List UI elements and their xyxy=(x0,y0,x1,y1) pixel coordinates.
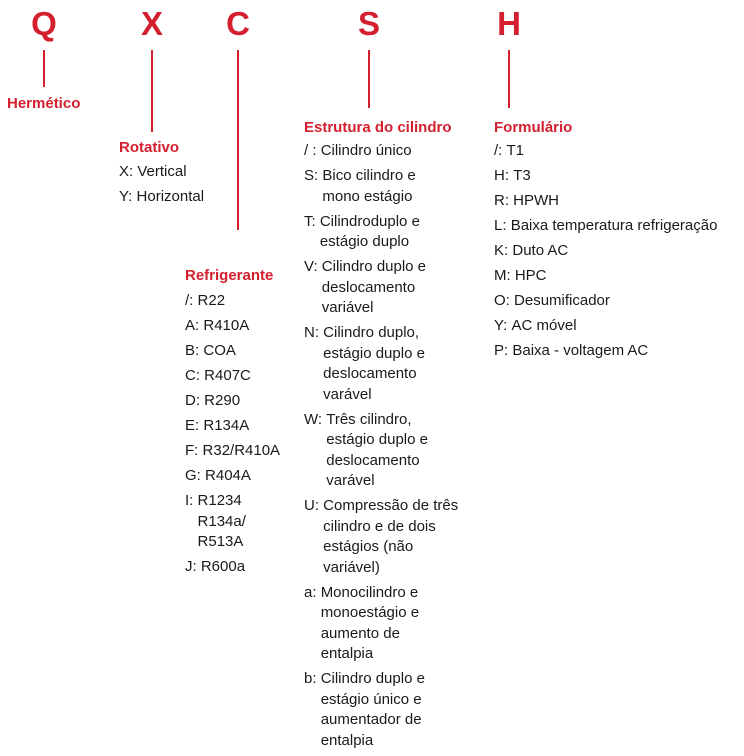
list-item xyxy=(185,391,295,412)
item-code: V: xyxy=(304,258,318,275)
code-letter-c: C xyxy=(226,5,250,42)
item-code: N: xyxy=(304,324,319,341)
list-item xyxy=(185,491,295,553)
item-code: L: xyxy=(494,217,507,234)
item-description: Compressão de três cilindro e de dois estágios (não variável) xyxy=(323,497,459,576)
item-code: a: xyxy=(304,583,317,601)
rotativo-list xyxy=(119,162,229,212)
list-item xyxy=(494,216,742,237)
item-code: O: xyxy=(494,292,510,309)
connector-line-s xyxy=(368,50,370,108)
item-description: HPC xyxy=(514,267,547,284)
item-code: R: xyxy=(494,192,509,209)
item-code: X: xyxy=(119,163,134,180)
item-code: C: xyxy=(185,367,200,384)
item-description: AC móvel xyxy=(511,317,577,334)
item-description: Cilindro duplo e deslocamento variável xyxy=(321,258,427,316)
item-code: Y: xyxy=(494,317,508,334)
item-code: K: xyxy=(494,242,509,259)
item-description: HPWH xyxy=(513,192,559,209)
item-code: G: xyxy=(185,467,201,484)
list-item xyxy=(494,316,742,337)
list-item xyxy=(304,496,472,578)
refrigerante-list xyxy=(185,291,295,582)
code-letter-x: X xyxy=(140,5,163,42)
item-code: /: xyxy=(494,142,503,159)
list-item xyxy=(304,410,472,492)
list-item xyxy=(304,141,472,162)
list-item xyxy=(304,583,472,665)
list-item xyxy=(185,441,295,462)
item-code: P: xyxy=(494,342,509,359)
connector-line-h xyxy=(508,50,510,108)
estrutura-list xyxy=(304,141,472,756)
item-description: Desumificador xyxy=(514,292,610,309)
list-item xyxy=(494,341,742,362)
item-description: R407C xyxy=(204,367,251,384)
item-code: I: xyxy=(185,492,194,509)
item-description: R410A xyxy=(203,317,250,334)
rotativo-heading: Rotativo xyxy=(119,139,179,156)
item-description: Cilindro único xyxy=(320,142,412,159)
list-item xyxy=(185,291,295,312)
item-code: /: xyxy=(185,292,194,309)
item-code: B: xyxy=(185,342,200,359)
item-code: T: xyxy=(304,212,316,230)
item-description: Vertical xyxy=(137,163,187,180)
item-description: Baixa - voltagem AC xyxy=(512,342,649,359)
code-letter-h: H xyxy=(497,5,521,42)
item-description: R22 xyxy=(197,292,226,309)
item-code: A: xyxy=(185,317,200,334)
list-item xyxy=(119,162,229,183)
item-code: U: xyxy=(304,497,319,514)
item-description: COA xyxy=(203,342,236,359)
item-description: T1 xyxy=(506,142,525,159)
item-code: W: xyxy=(304,410,323,428)
refrigerante-heading: Refrigerante xyxy=(185,267,274,284)
list-item xyxy=(119,187,229,208)
formulario-heading: Formulário xyxy=(494,119,573,136)
list-item xyxy=(304,212,472,253)
item-description: Três cilindro, estágio duplo e deslocamento varável xyxy=(326,410,428,489)
item-code: H: xyxy=(494,167,509,184)
item-description: Monocilindro e monoestágio e aumento de entalpia xyxy=(320,583,420,662)
list-item xyxy=(304,669,472,751)
connector-line-x xyxy=(151,50,153,132)
item-code: / : xyxy=(304,142,317,159)
list-item xyxy=(304,323,472,405)
item-description: R1234 R134a/ R513A xyxy=(197,492,246,550)
item-code: E: xyxy=(185,417,200,434)
item-description: Horizontal xyxy=(136,188,205,205)
item-description: Cilindro duplo, estágio duplo e deslocamento varável xyxy=(323,324,425,403)
item-code: S: xyxy=(304,167,319,184)
list-item xyxy=(494,141,742,162)
item-description: Duto AC xyxy=(512,242,569,259)
item-code: M: xyxy=(494,267,511,284)
formulario-list xyxy=(494,141,742,366)
item-code: D: xyxy=(185,392,200,409)
list-item xyxy=(185,341,295,362)
list-item xyxy=(185,316,295,337)
item-description: R32/R410A xyxy=(202,442,281,459)
list-item xyxy=(494,291,742,312)
item-description: R134A xyxy=(203,417,250,434)
item-code: b: xyxy=(304,670,317,687)
item-code: F: xyxy=(185,442,199,459)
connector-line-q xyxy=(43,50,45,87)
list-item xyxy=(304,257,472,319)
list-item xyxy=(494,191,742,212)
item-code: J: xyxy=(185,558,197,575)
list-item xyxy=(185,466,295,487)
item-description: Bico cilindro e mono estágio xyxy=(322,167,416,205)
item-code: Y: xyxy=(119,188,133,205)
item-description: R404A xyxy=(205,467,251,484)
list-item xyxy=(494,166,742,187)
list-item xyxy=(185,416,295,437)
list-item xyxy=(185,557,295,578)
item-description: Baixa temperatura refrigeração xyxy=(510,217,718,234)
hermetico-heading: Hermético xyxy=(7,95,81,112)
item-description: Cilindroduplo e estágio duplo xyxy=(319,212,420,250)
item-description: T3 xyxy=(513,167,531,184)
code-letter-q: Q xyxy=(31,5,57,42)
connector-line-c xyxy=(237,50,239,230)
item-description: R290 xyxy=(204,392,241,409)
list-item xyxy=(494,241,742,262)
item-description: Cilindro duplo e estágio único e aumentador de entalpia xyxy=(320,670,425,749)
estrutura-heading: Estrutura do cilindro xyxy=(304,119,452,136)
list-item xyxy=(304,166,472,207)
item-description: R600a xyxy=(200,558,246,575)
list-item xyxy=(494,266,742,287)
list-item xyxy=(185,366,295,387)
code-letter-s: S xyxy=(357,5,380,42)
